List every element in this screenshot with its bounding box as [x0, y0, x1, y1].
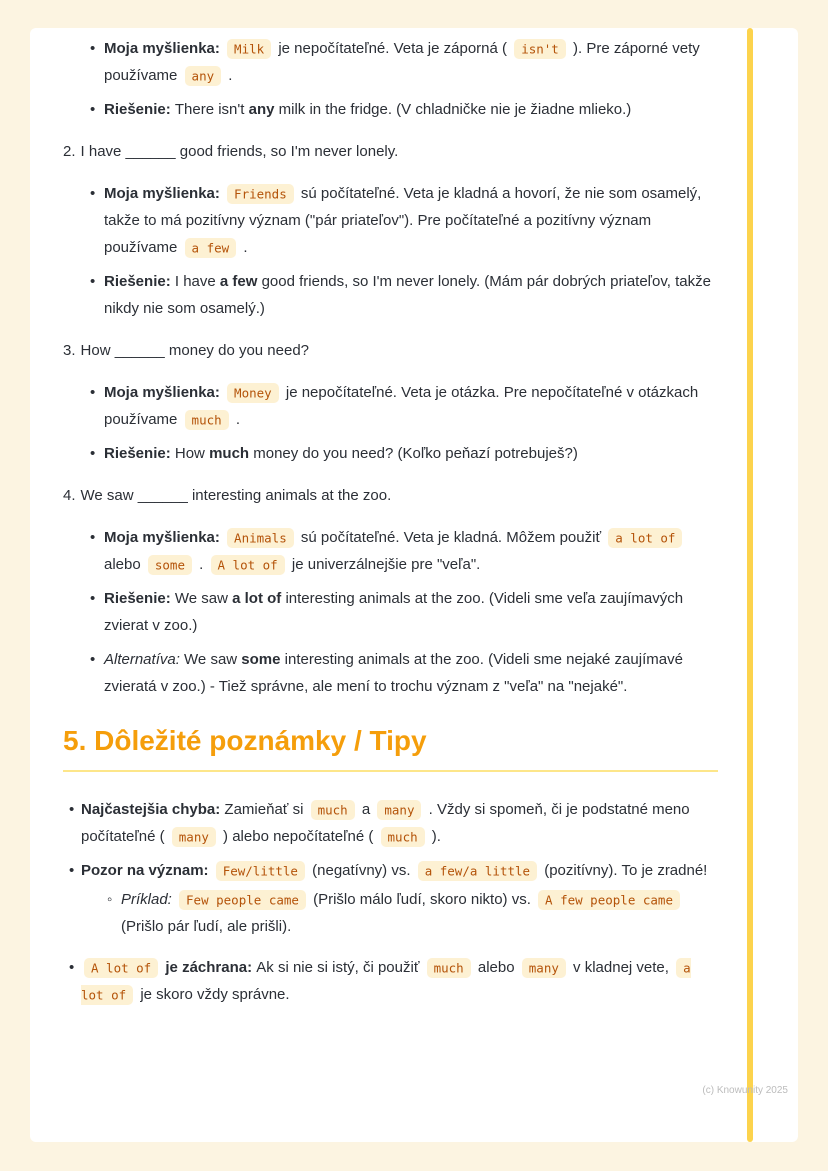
bullet-text: Riešenie: How much money do you need? (Koľko peňazí potrebuješ?) — [104, 445, 578, 462]
item-text: I have ______ good friends, so I'm never lonely. — [80, 143, 399, 160]
exercise-3-bullets — [88, 379, 718, 467]
bullet-item-solution-1 — [88, 96, 718, 123]
item-text: We saw ______ interesting animals at the zoo. — [80, 487, 392, 504]
document-content — [63, 28, 718, 1015]
document-card — [30, 28, 798, 1142]
bullet-text: Alternatíva: We saw some interesting animals at the zoo. (Videli sme nejaké zaujímavé zvieratá v zoo.) - Tiež správne, ale mení to trochu význam z "veľa" na "nejaké". — [104, 651, 683, 695]
bullet-text: Riešenie: There isn't any milk in the fridge. (V chladničke nie je žiadne mlieko.) — [104, 101, 632, 118]
bullet-text: Moja myšlienka: Animals sú počítateľné. Veta je kladná. Môžem použiť a lot of alebo some . A lot of je univerzálnejšie pre "veľa". — [104, 529, 685, 573]
section-heading: 5. Dôležité poznámky / Tipy — [63, 724, 718, 772]
item-text: How ______ money do you need? — [80, 342, 310, 359]
bullet-item-thought-1 — [88, 35, 718, 89]
bullet-item-tip-2 — [67, 857, 718, 940]
bullet-text: Moja myšlienka: Money je nepočítateľné. Veta je otázka. Pre nepočítateľné v otázkach používame much . — [104, 384, 699, 428]
bullet-item-solution-2 — [88, 268, 718, 322]
bullet-item-solution-4 — [88, 585, 718, 639]
numbered-item-2 — [63, 138, 718, 165]
bullet-item-solution-3 — [88, 440, 718, 467]
watermark: (c) Knowunity 2025 — [702, 1085, 788, 1096]
bullet-text: Moja myšlienka: Friends sú počítateľné. Veta je kladná a hovorí, že nie som osamelý, takže to má pozitívny význam ("pár priateľov"). Pre počítateľné a pozitívny význam používame a few . — [104, 185, 702, 256]
tip-2-sub-list — [105, 886, 718, 940]
exercise-1-bullets — [88, 35, 718, 123]
exercise-4-bullets — [88, 524, 718, 700]
bullet-item-thought-3 — [88, 379, 718, 433]
item-number: 2. — [63, 143, 76, 160]
bullet-text: Riešenie: I have a few good friends, so I'm never lonely. (Mám pár dobrých priateľov, takže nikdy nie som osamelý.) — [104, 273, 711, 317]
accent-vertical-bar — [747, 28, 753, 1142]
item-number: 3. — [63, 342, 76, 359]
bullet-text: Moja myšlienka: Milk je nepočítateľné. Veta je záporná ( isn't ). Pre záporné vety používame any . — [104, 40, 700, 84]
bullet-text: Riešenie: We saw a lot of interesting animals at the zoo. (Videli sme veľa zaujímavých zvierat v zoo.) — [104, 590, 684, 634]
bullet-text: Pozor na význam: Few/little (negatívny) vs. a few/a little (pozitívny). To je zradné! — [81, 862, 708, 879]
sub-bullet-item-example — [105, 886, 718, 940]
bullet-text: A lot of je záchrana: Ak si nie si istý, či použiť much alebo many v kladnej vete, a lot of je skoro vždy správne. — [81, 959, 691, 1003]
bullet-text: Najčastejšia chyba: Zamieňať si much a many . Vždy si spomeň, či je podstatné meno počítateľné ( many ) alebo nepočítateľné ( much ). — [81, 801, 690, 845]
bullet-item-thought-4 — [88, 524, 718, 578]
tips-list — [67, 796, 718, 1008]
bullet-item-thought-2 — [88, 180, 718, 261]
sub-bullet-text: Príklad: Few people came (Prišlo málo ľudí, skoro nikto) vs. A few people came (Prišlo pár ľudí, ale prišli). — [121, 891, 683, 935]
bullet-item-tip-3 — [67, 954, 718, 1008]
bullet-item-tip-1 — [67, 796, 718, 850]
numbered-item-4 — [63, 482, 718, 509]
bullet-item-alternative-4 — [88, 646, 718, 700]
exercise-2-bullets — [88, 180, 718, 322]
item-number: 4. — [63, 487, 76, 504]
numbered-item-3 — [63, 337, 718, 364]
